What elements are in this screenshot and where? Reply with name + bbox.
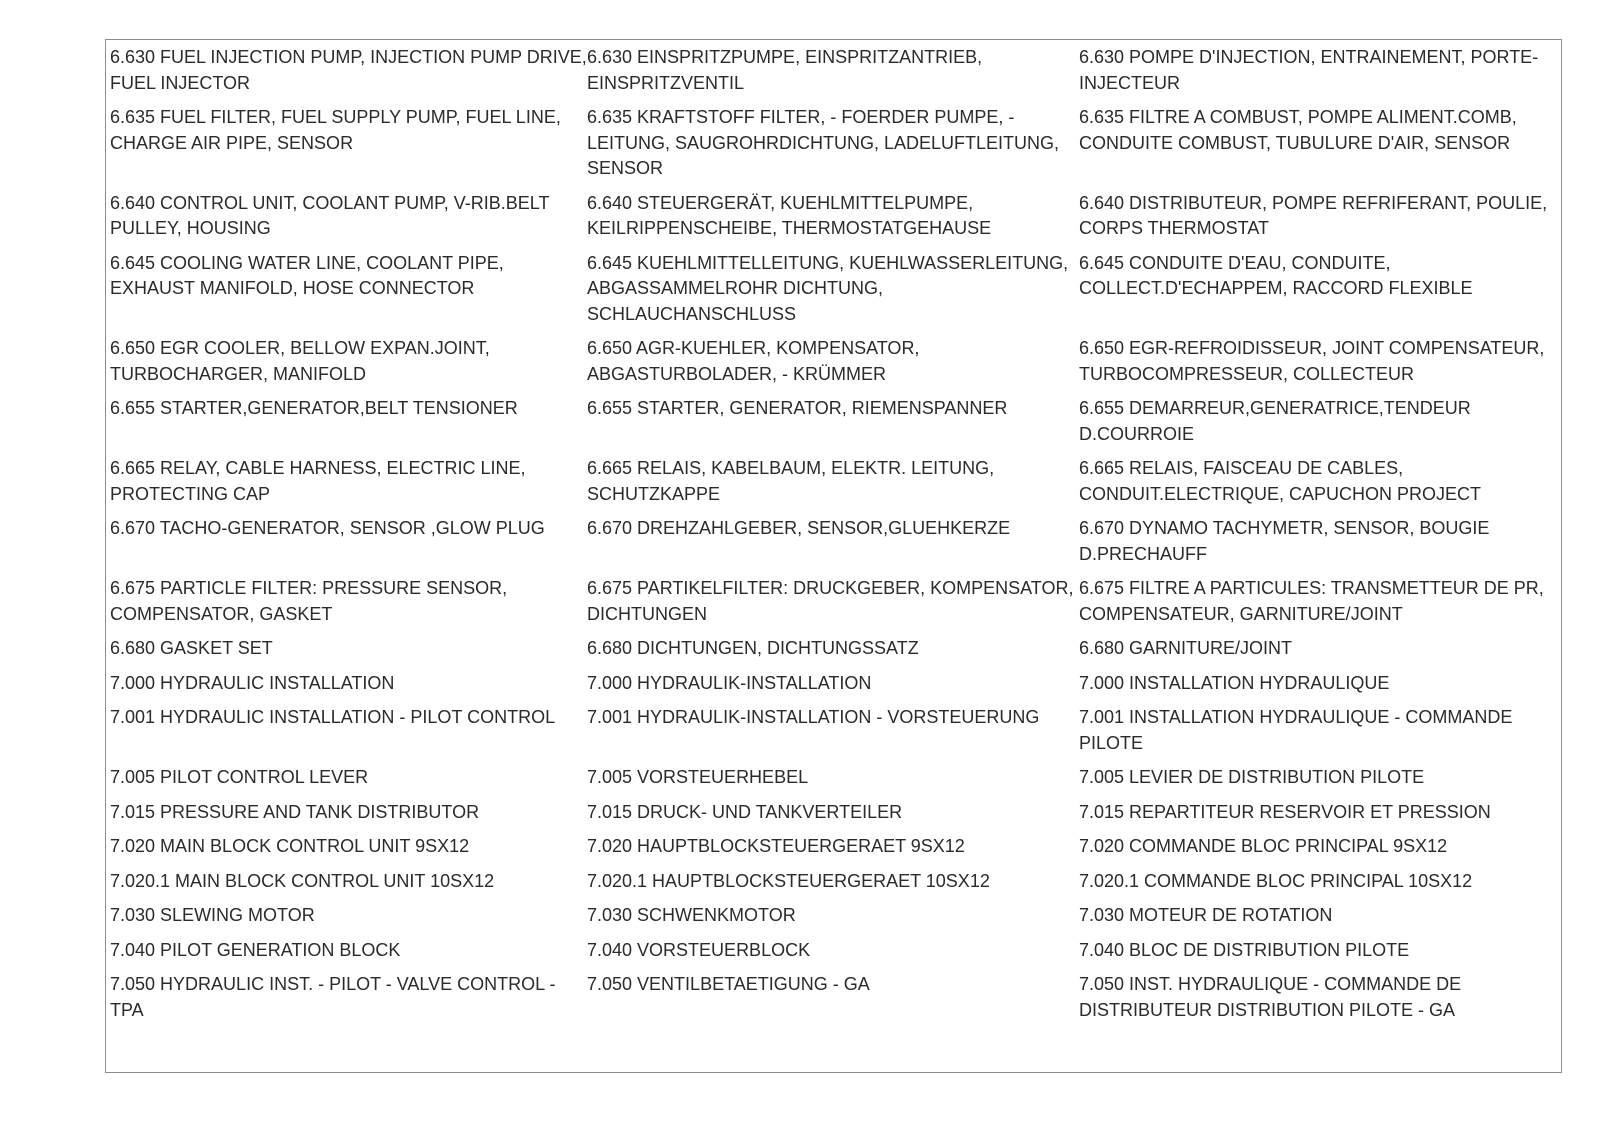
table-row xyxy=(110,903,1550,938)
entry-english: 7.020.1 MAIN BLOCK CONTROL UNIT 10SX12 xyxy=(110,870,495,891)
table-row xyxy=(110,251,1550,337)
entry-english: 6.675 PARTICLE FILTER: PRESSURE SENSOR, COMPENSATOR, GASKET xyxy=(110,578,508,624)
entry-german: 6.635 KRAFTSTOFF FILTER, - FOERDER PUMPE, - LEITUNG, SAUGROHRDICHTUNG, LADELUFTLEITUNG, SENSOR xyxy=(587,107,1060,178)
table-row xyxy=(110,516,1550,576)
entry-french: 6.645 CONDUITE D'EAU, CONDUITE, COLLECT.D'ECHAPPEM, RACCORD FLEXIBLE xyxy=(1079,252,1473,298)
table-row xyxy=(110,671,1550,706)
entry-german: 7.001 HYDRAULIK-INSTALLATION - VORSTEUERUNG xyxy=(587,707,1040,727)
entry-german: 7.000 HYDRAULIK-INSTALLATION xyxy=(587,672,872,693)
entry-english: 6.655 STARTER,GENERATOR,BELT TENSIONER xyxy=(110,398,518,418)
entry-english: 7.005 PILOT CONTROL LEVER xyxy=(110,767,369,787)
entry-english: 6.635 FUEL FILTER, FUEL SUPPLY PUMP, FUEL LINE, CHARGE AIR PIPE, SENSOR xyxy=(110,107,561,153)
entry-french: 7.015 REPARTITEUR RESERVOIR ET PRESSION xyxy=(1079,801,1491,822)
table-row xyxy=(110,636,1550,671)
entry-french: 7.050 INST. HYDRAULIQUE - COMMANDE DE DISTRIBUTEUR DISTRIBUTION PILOTE - GA xyxy=(1079,974,1462,1020)
entry-french: 6.665 RELAIS, FAISCEAU DE CABLES, CONDUIT.ELECTRIQUE, CAPUCHON PROJECT xyxy=(1079,458,1482,504)
entry-english: 7.015 PRESSURE AND TANK DISTRIBUTOR xyxy=(110,801,480,822)
table-row xyxy=(110,396,1550,456)
entry-german: 6.630 EINSPRITZPUMPE, EINSPRITZANTRIEB, EINSPRITZVENTIL xyxy=(587,47,983,93)
entry-english: 7.030 SLEWING MOTOR xyxy=(110,905,315,925)
entry-german: 6.670 DREHZAHLGEBER, SENSOR,GLUEHKERZE xyxy=(587,518,1011,538)
entry-english: 7.001 HYDRAULIC INSTALLATION - PILOT CONTROL xyxy=(110,707,556,727)
table-row xyxy=(110,765,1550,800)
entry-french: 7.040 BLOC DE DISTRIBUTION PILOTE xyxy=(1079,939,1410,960)
entry-french: 6.640 DISTRIBUTEUR, POMPE REFRIFERANT, POULIE, CORPS THERMOSTAT xyxy=(1079,192,1548,238)
entry-french: 6.675 FILTRE A PARTICULES: TRANSMETTEUR DE PR, COMPENSATEUR, GARNITURE/JOINT xyxy=(1079,578,1544,624)
entry-english: 6.650 EGR COOLER, BELLOW EXPAN.JOINT, TURBOCHARGER, MANIFOLD xyxy=(110,338,490,384)
entry-french: 7.005 LEVIER DE DISTRIBUTION PILOTE xyxy=(1079,767,1425,787)
table-row xyxy=(110,45,1550,105)
entry-german: 7.005 VORSTEUERHEBEL xyxy=(587,767,809,787)
entry-english: 6.670 TACHO-GENERATOR, SENSOR ,GLOW PLUG xyxy=(110,518,545,538)
entry-german: 6.650 AGR-KUEHLER, KOMPENSATOR, ABGASTURBOLADER, - KRÜMMER xyxy=(587,338,920,384)
entry-german: 6.640 STEUERGERÄT, KUEHLMITTELPUMPE, KEILRIPPENSCHEIBE, THERMOSTATGEHAUSE xyxy=(587,192,992,238)
parts-index-table xyxy=(110,45,1550,1032)
entry-french: 6.635 FILTRE A COMBUST, POMPE ALIMENT.COMB, CONDUITE COMBUST, TUBULURE D'AIR, SENSOR xyxy=(1079,107,1517,153)
entry-german: 6.680 DICHTUNGEN, DICHTUNGSSATZ xyxy=(587,638,919,658)
entry-german: 7.015 DRUCK- UND TANKVERTEILER xyxy=(587,801,903,822)
table-row xyxy=(110,191,1550,251)
entry-french: 6.655 DEMARREUR,GENERATRICE,TENDEUR D.COURROIE xyxy=(1079,398,1471,444)
entry-english: 7.050 HYDRAULIC INST. - PILOT - VALVE CONTROL - TPA xyxy=(110,974,556,1020)
entry-english: 6.630 FUEL INJECTION PUMP, INJECTION PUMP DRIVE, FUEL INJECTOR xyxy=(110,47,587,93)
entry-french: 7.001 INSTALLATION HYDRAULIQUE - COMMANDE PILOTE xyxy=(1079,707,1513,753)
entry-french: 7.020.1 COMMANDE BLOC PRINCIPAL 10SX12 xyxy=(1079,870,1473,891)
entry-german: 7.030 SCHWENKMOTOR xyxy=(587,905,796,925)
entry-english: 6.680 GASKET SET xyxy=(110,638,273,658)
table-row xyxy=(110,576,1550,636)
entry-german: 7.020.1 HAUPTBLOCKSTEUERGERAET 10SX12 xyxy=(587,870,990,891)
entry-english: 6.640 CONTROL UNIT, COOLANT PUMP, V-RIB.BELT PULLEY, HOUSING xyxy=(110,192,550,238)
table-row xyxy=(110,456,1550,516)
entry-french: 7.020 COMMANDE BLOC PRINCIPAL 9SX12 xyxy=(1079,836,1448,856)
entry-english: 7.000 HYDRAULIC INSTALLATION xyxy=(110,672,395,693)
entry-english: 7.020 MAIN BLOCK CONTROL UNIT 9SX12 xyxy=(110,836,470,856)
entry-german: 6.675 PARTIKELFILTER: DRUCKGEBER, KOMPENSATOR, DICHTUNGEN xyxy=(587,578,1074,624)
entry-french: 6.670 DYNAMO TACHYMETR, SENSOR, BOUGIE D.PRECHAUFF xyxy=(1079,518,1490,564)
table-row xyxy=(110,336,1550,396)
entry-french: 6.650 EGR-REFROIDISSEUR, JOINT COMPENSATEUR, TURBOCOMPRESSEUR, COLLECTEUR xyxy=(1079,338,1545,384)
entry-german: 7.020 HAUPTBLOCKSTEUERGERAET 9SX12 xyxy=(587,836,965,856)
entry-french: 7.000 INSTALLATION HYDRAULIQUE xyxy=(1079,672,1390,693)
entry-german: 6.645 KUEHLMITTELLEITUNG, KUEHLWASSERLEITUNG, ABGASSAMMELROHR DICHTUNG, SCHLAUCHANSCHLUSS xyxy=(587,252,1069,324)
table-row xyxy=(110,834,1550,869)
entry-german: 6.665 RELAIS, KABELBAUM, ELEKTR. LEITUNG, SCHUTZKAPPE xyxy=(587,458,995,504)
table-row xyxy=(110,800,1550,835)
table-row xyxy=(110,869,1550,904)
table-row xyxy=(110,705,1550,765)
table-row xyxy=(110,972,1550,1032)
entry-english: 7.040 PILOT GENERATION BLOCK xyxy=(110,939,401,960)
entry-german: 7.040 VORSTEUERBLOCK xyxy=(587,939,811,960)
entry-french: 6.630 POMPE D'INJECTION, ENTRAINEMENT, PORTE-INJECTEUR xyxy=(1079,47,1539,93)
table-row xyxy=(110,938,1550,973)
entry-english: 6.665 RELAY, CABLE HARNESS, ELECTRIC LINE, PROTECTING CAP xyxy=(110,458,526,504)
entry-french: 6.680 GARNITURE/JOINT xyxy=(1079,638,1293,658)
entry-german: 6.655 STARTER, GENERATOR, RIEMENSPANNER xyxy=(587,398,1008,418)
entry-german: 7.050 VENTILBETAETIGUNG - GA xyxy=(587,974,870,994)
table-row xyxy=(110,105,1550,191)
entry-english: 6.645 COOLING WATER LINE, COOLANT PIPE, EXHAUST MANIFOLD, HOSE CONNECTOR xyxy=(110,252,504,298)
entry-french: 7.030 MOTEUR DE ROTATION xyxy=(1079,905,1333,925)
